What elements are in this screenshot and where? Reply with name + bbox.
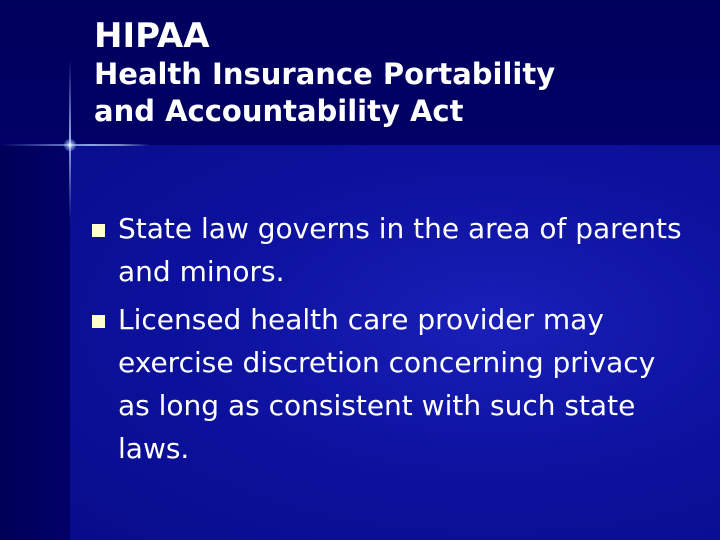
star-core-icon bbox=[64, 139, 76, 151]
bullet-item bbox=[92, 207, 692, 293]
square-bullet-icon bbox=[92, 315, 105, 328]
bullet-text: Licensed health care provider may exercise discretion concerning privacy as long as consistent with such state laws. bbox=[118, 303, 656, 465]
square-bullet-icon bbox=[92, 224, 105, 237]
slide-title bbox=[94, 16, 694, 130]
title-main: HIPAA bbox=[94, 16, 210, 56]
left-band bbox=[0, 145, 70, 540]
bullet-text: State law governs in the area of parents and minors. bbox=[118, 212, 682, 288]
title-subtitle-line-1: Health Insurance Portability bbox=[94, 57, 556, 91]
title-subtitle-line-2: and Accountability Act bbox=[94, 94, 464, 128]
bullet-list bbox=[92, 207, 692, 475]
bullet-item bbox=[92, 298, 692, 470]
